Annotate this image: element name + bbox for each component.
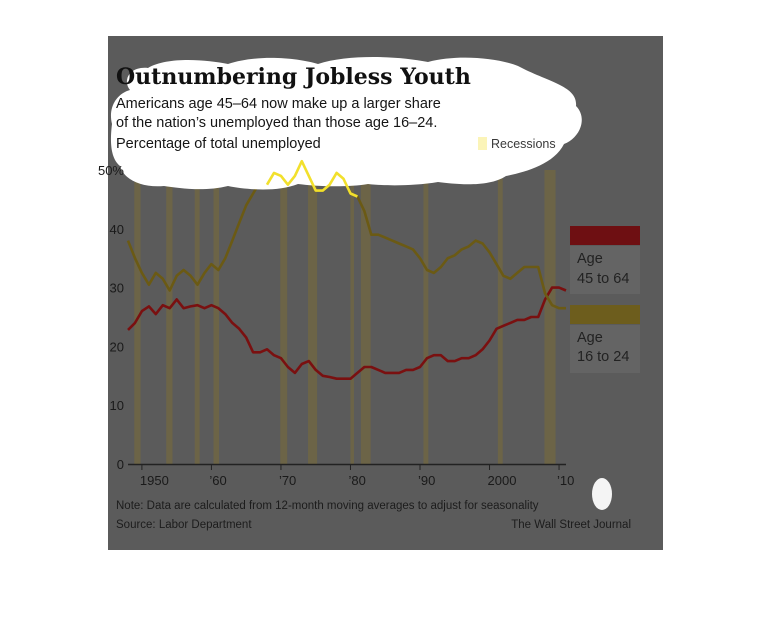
- y-tick-label-50: 50%: [97, 163, 124, 178]
- recessions-key-swatch: [478, 137, 487, 150]
- recession-band-6: [350, 170, 353, 464]
- white-oval-blotch: [592, 478, 612, 510]
- chart-title: Outnumbering Jobless Youth: [116, 64, 471, 90]
- footer-note: Note: Data are calculated from 12-month moving averages to adjust for seasonality: [116, 500, 539, 512]
- recession-band-4: [280, 170, 287, 464]
- footer-credit: The Wall Street Journal: [511, 519, 631, 531]
- legend-swatch-age-16-24: [570, 305, 640, 324]
- y-tick-label-10: 10: [109, 398, 124, 414]
- legend-swatch-age-45-64: [570, 226, 640, 245]
- chart-card: [97, 36, 663, 550]
- legend-label-age-16-24-line2: 16 to 24: [577, 349, 630, 365]
- y-tick-label-30: 30: [109, 280, 124, 296]
- recession-band-3: [214, 170, 220, 464]
- legend-label-age-45-64-line1: Age: [577, 251, 603, 267]
- x-tick-label-2010: ’10: [557, 473, 575, 488]
- x-tick-label-1990: ’90: [418, 473, 436, 488]
- recessions-key-label: Recessions: [491, 137, 556, 151]
- y-axis-label: Percentage of total unemployed: [116, 136, 321, 152]
- recession-band-10: [544, 170, 555, 464]
- x-tick-label-1960: ’60: [209, 473, 227, 488]
- recession-band-8: [423, 170, 428, 464]
- y-tick-label-20: 20: [109, 339, 124, 355]
- legend-label-age-45-64-line2: 45 to 64: [577, 271, 630, 287]
- y-tick-label-40: 40: [109, 221, 124, 237]
- subtitle-line-1: Americans age 45–64 now make up a larger share: [116, 96, 441, 112]
- subtitle-line-2: of the nation’s unemployed than those age 16–24.: [116, 115, 438, 131]
- unemployment-share-chart: [97, 36, 663, 550]
- x-tick-label-2000: 2000: [487, 473, 517, 488]
- y-tick-label-0: 0: [116, 457, 124, 472]
- recession-band-5: [308, 170, 317, 464]
- recession-bands: [134, 170, 555, 464]
- footer-source: Source: Labor Department: [116, 519, 252, 531]
- recession-band-2: [195, 170, 200, 464]
- recession-band-9: [498, 170, 503, 464]
- x-tick-label-1970: ’70: [278, 473, 297, 488]
- x-tick-label-1950: 1950: [139, 473, 169, 488]
- x-tick-label-1980: ’80: [348, 473, 366, 488]
- recession-band-1: [166, 170, 172, 464]
- legend-label-age-16-24-line1: Age: [577, 330, 603, 346]
